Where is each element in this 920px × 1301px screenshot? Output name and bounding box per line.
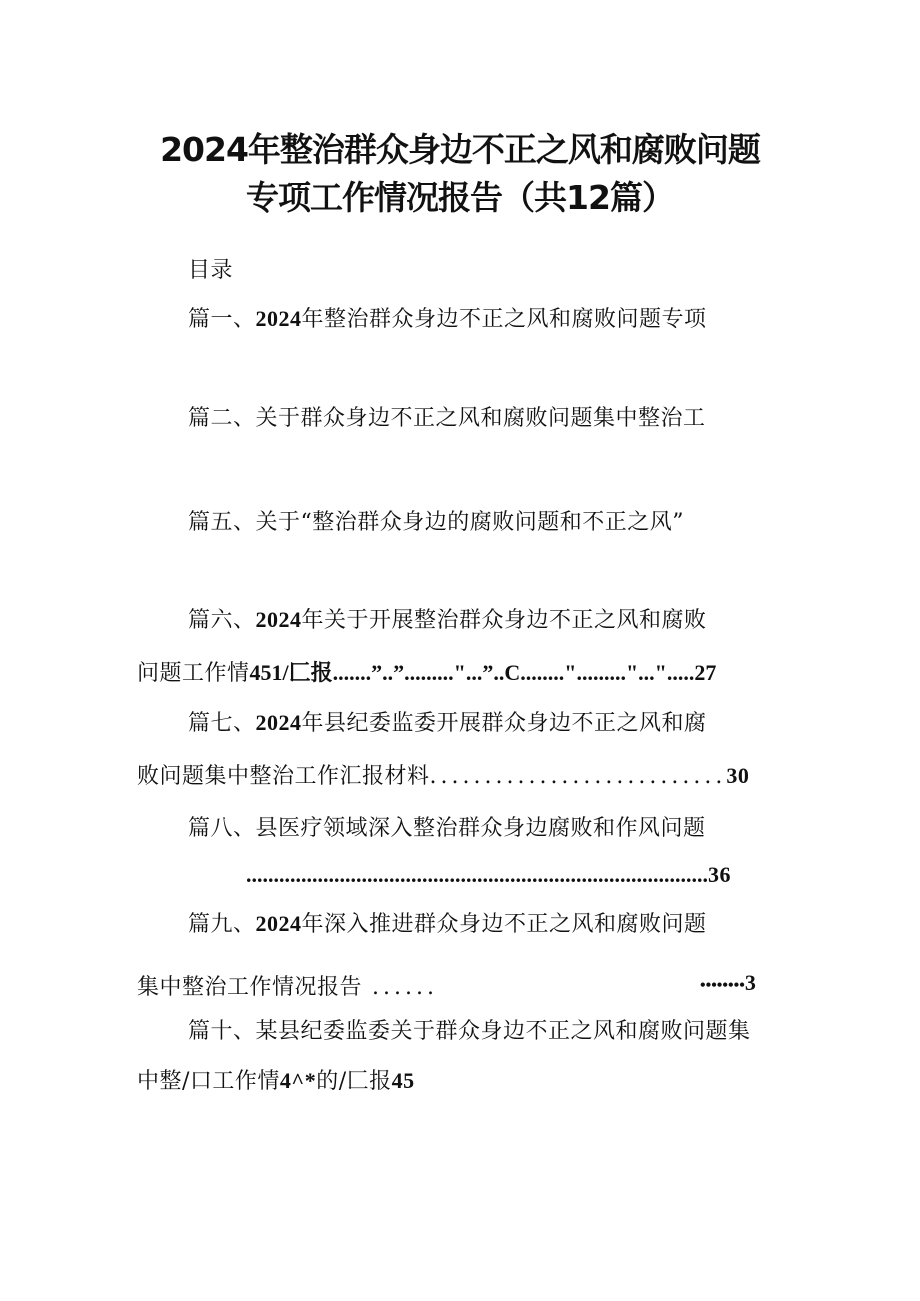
toc-entry-2[interactable] (188, 401, 706, 432)
toc-page-number: 45 (391, 1068, 415, 1093)
toc-entry-year: 2024 (255, 306, 302, 331)
toc-entry-label: 篇二、 (188, 406, 256, 431)
toc-entry-label: 篇六、 (188, 608, 256, 633)
toc-dot-leader: .................................................................................... (246, 862, 708, 887)
toc-entry-text: 年深入推进群众身边不正之风和腐败问题 (301, 912, 707, 937)
toc-entry-7[interactable] (188, 706, 707, 737)
toc-entry-label: 篇九、 (188, 912, 256, 937)
toc-entry-label: 篇八、 (188, 816, 256, 841)
toc-entry-9-continuation[interactable] (137, 970, 438, 1001)
toc-page-number: 3 (744, 970, 757, 995)
toc-entry-cont-text: 集中整治工作情况报告 (137, 975, 363, 1000)
toc-entry-8[interactable] (188, 811, 706, 842)
toc-entry-6-continuation[interactable] (137, 656, 716, 687)
toc-entry-cont-text: 问题工作情 (137, 661, 250, 686)
toc-entry-5[interactable] (188, 505, 684, 536)
toc-entry-garbled: 4^* (279, 1068, 317, 1093)
toc-entry-year: 2024 (255, 710, 302, 735)
toc-entry-cont-text: 中整/口工作情 (137, 1069, 280, 1094)
toc-entry-8-continuation[interactable] (246, 862, 731, 888)
toc-entry-label: 篇五、 (188, 510, 256, 535)
toc-entry-label: 篇七、 (188, 711, 256, 736)
toc-entry-10-continuation[interactable] (137, 1064, 415, 1095)
toc-entry-text: 县医疗领域深入整治群众身边腐败和作风问题 (255, 816, 706, 841)
toc-entry-text: 年县纪委监委开展群众身边不正之风和腐 (301, 711, 707, 736)
toc-page-number: 36 (708, 862, 731, 887)
toc-page-number: 30 (726, 763, 750, 788)
toc-bullet-leader: •••••••• (700, 977, 745, 994)
toc-heading: 目录 (188, 258, 234, 283)
toc-entry-garbled-leader: 451/匚报.......”..”........."...”..C........"........."...".....27 (249, 660, 717, 685)
document-title-line-1: 2024年整治群众身边不正之风和腐败问题 (160, 130, 760, 169)
toc-dot-leader: ...... (372, 975, 438, 1000)
toc-entry-text: 年整治群众身边不正之风和腐败问题专项 (301, 307, 707, 332)
toc-entry-1[interactable] (188, 302, 707, 333)
toc-dot-leader: ........................... (429, 764, 727, 789)
document-title-line-2: 专项工作情况报告（共12篇） (246, 178, 674, 217)
toc-entry-year: 2024 (255, 607, 302, 632)
toc-entry-label: 篇十、 (188, 1019, 256, 1044)
toc-entry-9[interactable] (188, 907, 707, 938)
toc-entry-text: 关于“整治群众身边的腐败问题和不正之风” (255, 510, 685, 535)
toc-entry-6[interactable] (188, 603, 707, 634)
toc-entry-label: 篇一、 (188, 307, 256, 332)
toc-entry-7-continuation[interactable] (137, 759, 749, 790)
toc-entry-cont-text-2: 的/匚报 (316, 1069, 392, 1094)
toc-entry-cont-text: 败问题集中整治工作汇报材料 (137, 764, 430, 789)
toc-entry-year: 2024 (255, 911, 302, 936)
toc-entry-10[interactable] (188, 1014, 751, 1045)
toc-entry-text: 关于群众身边不正之风和腐败问题集中整治工 (255, 406, 706, 431)
toc-entry-text: 年关于开展整治群众身边不正之风和腐败 (301, 608, 707, 633)
toc-entry-text: 某县纪委监委关于群众身边不正之风和腐败问题集 (255, 1019, 751, 1044)
toc-entry-9-page (700, 970, 756, 996)
